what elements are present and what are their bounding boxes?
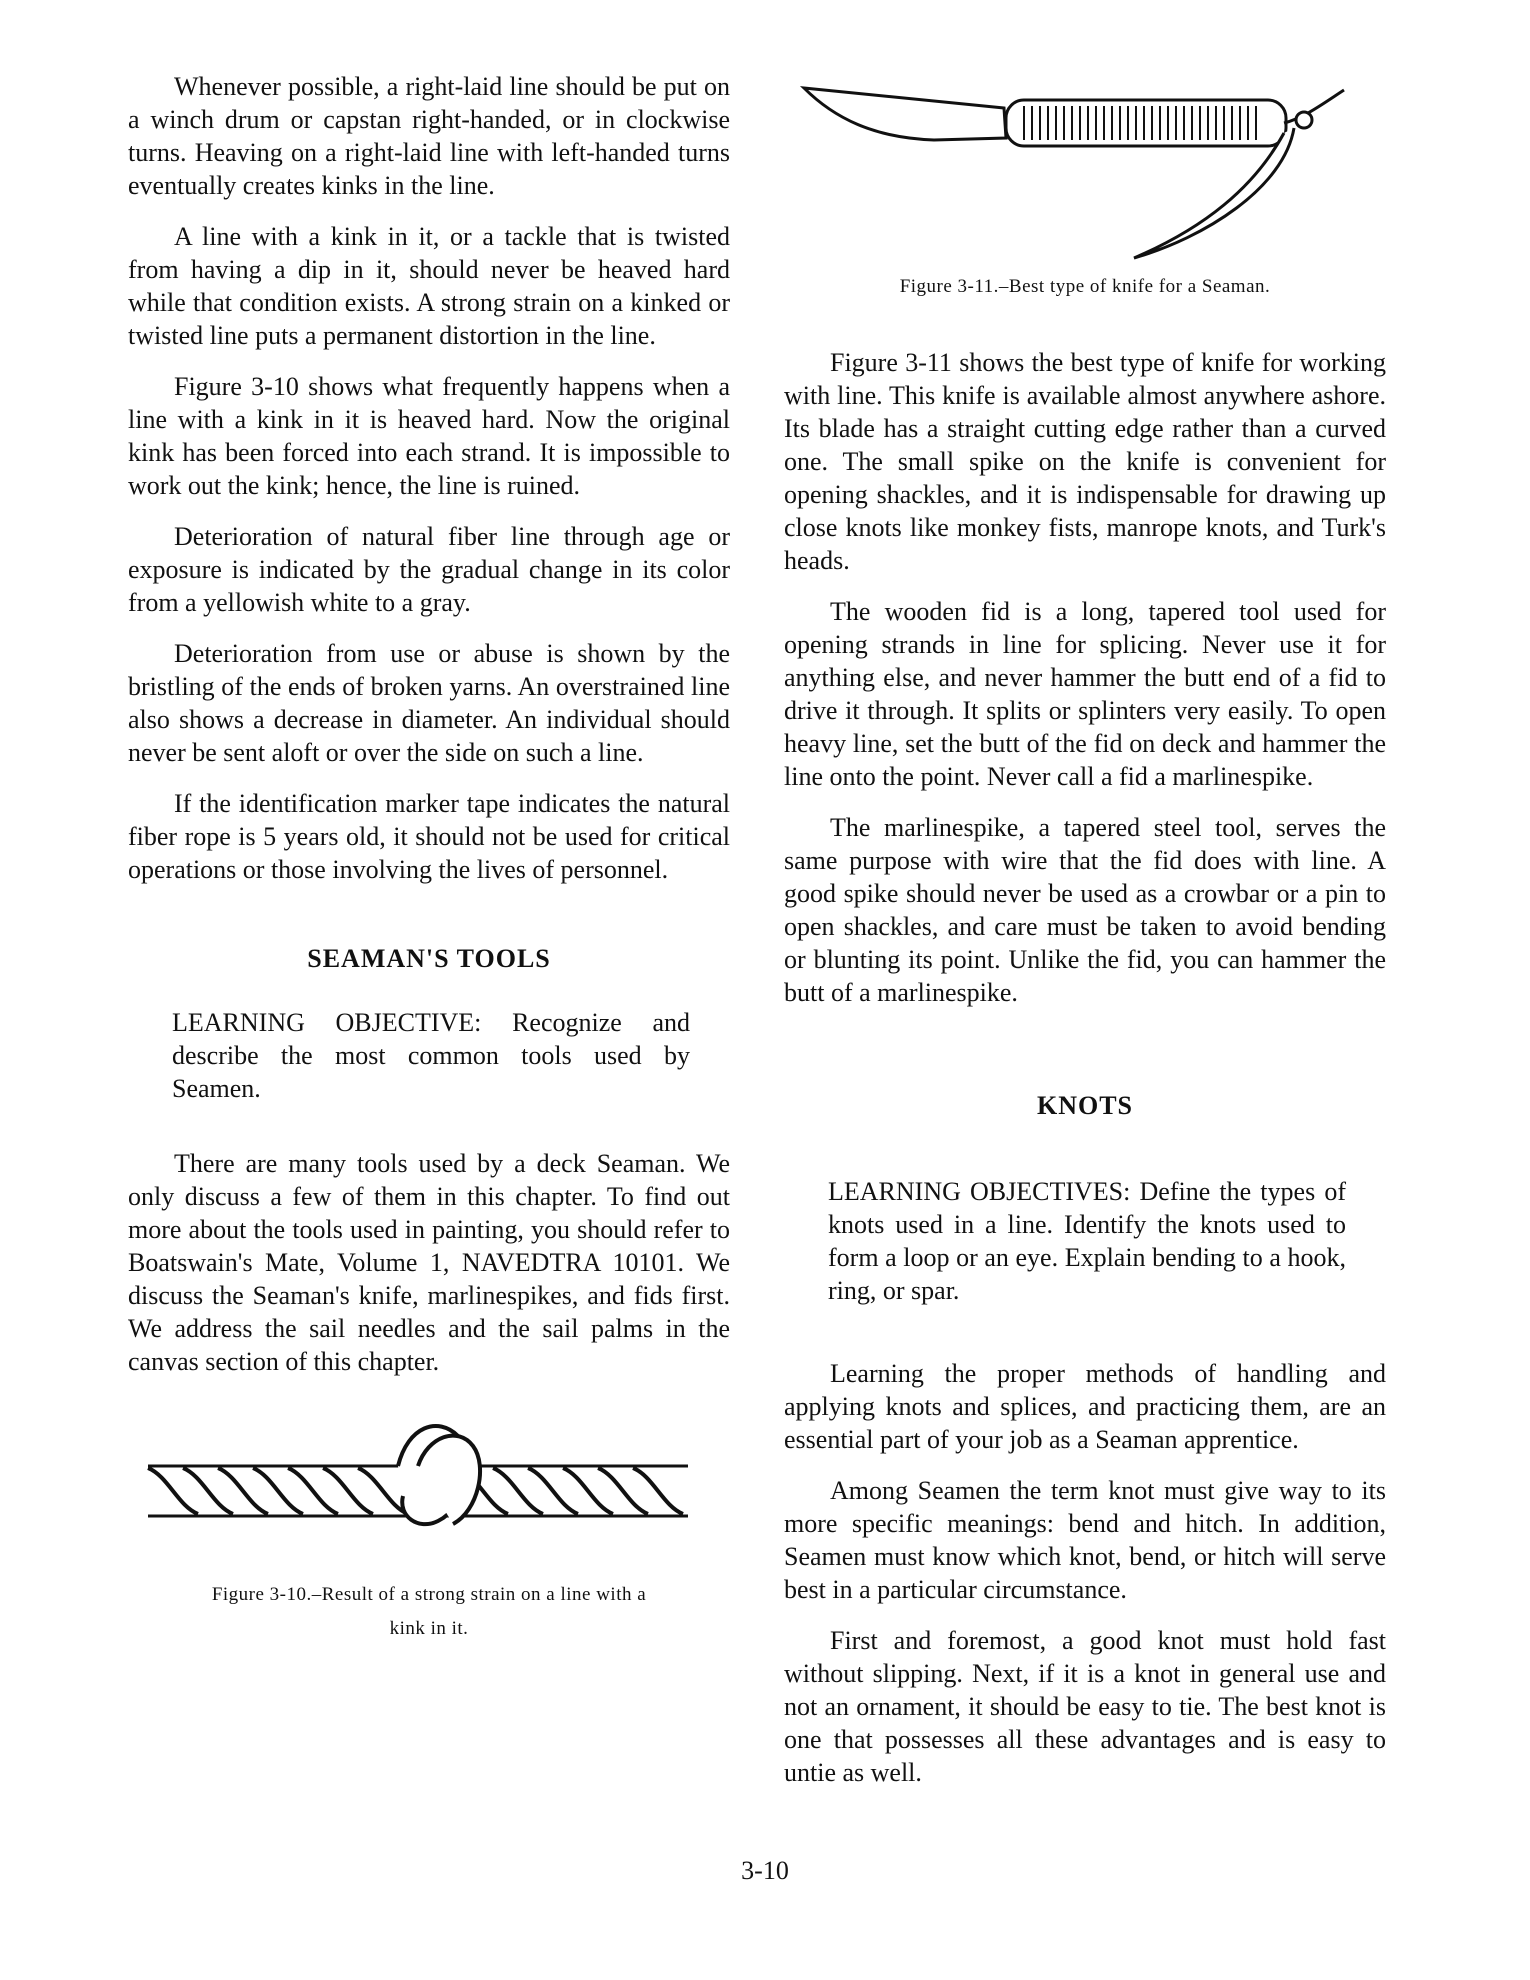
paragraph: Deterioration from use or abuse is shown by the bristling of the ends of broken yarns. An overstrained line also shows a decrease in diameter. An individual should never be sent aloft or over the side on such a line.: [128, 639, 730, 767]
seamans-knife-illustration: [784, 78, 1386, 268]
paragraph: The wooden fid is a long, tapered tool used for opening strands in line for splicing. Never use it for anything else, and never hammer the butt end of a fid to drive it through. It splits or splinters very easily. To open heavy line, set the butt of the fid on deck and hammer the line onto the point. Never call a fid a marlinespike.: [784, 597, 1386, 791]
figure-caption: Figure 3-10.–Result of a strong strain on a line with a: [211, 1584, 647, 1605]
paragraph: The marlinespike, a tapered steel tool, serves the same purpose with wire that the fid does with line. A good spike should never be used as a crowbar or a pin to open shackles, and care must be taken to avoid bending or blunting its point. Unlike the fid, you can hammer the butt of a marlinespike.: [784, 813, 1386, 1007]
paragraph: Learning the proper methods of handling and applying knots and splices, and practicing them, are an essential part of your job as a Seaman apprentice.: [784, 1359, 1386, 1454]
figure-3-11: [784, 78, 1386, 304]
paragraph: A line with a kink in it, or a tackle that is twisted from having a dip in it, should never be heaved hard while that condition exists. A strong strain on a kinked or twisted line puts a permanent distortion in the line.: [128, 222, 730, 350]
paragraph: If the identification marker tape indicates the natural fiber rope is 5 years old, it should not be used for critical operations or those involving the lives of personnel.: [128, 789, 730, 884]
paragraph: Figure 3-10 shows what frequently happens when a line with a kink in it is heaved hard. Now the original kink has been forced into each strand. It is impossible to work out the kink; hence, the line is ruined.: [128, 372, 730, 500]
section-heading-knots: KNOTS: [1036, 1091, 1134, 1120]
paragraph: Among Seamen the term knot must give way to its more specific meanings: bend and hitch. In addition, Seamen must know which knot, bend, or hitch will serve best in a particular circumstance.: [784, 1476, 1386, 1604]
figure-3-10: [128, 1406, 730, 1646]
kinked-rope-illustration: [128, 1406, 730, 1556]
paragraph: There are many tools used by a deck Seaman. We only discuss a few of them in this chapter. To find out more about the tools used in painting, you should refer to Boatswain's Mate, Volume 1, NAVEDTRA 10101. We discuss the Seaman's knife, marlinespikes, and fids first. We address the sail needles and the sail palms in the canvas section of this chapter.: [128, 1149, 730, 1376]
learning-objective: LEARNING OBJECTIVE: Recognize and describe the most common tools used by Seamen.: [172, 1008, 690, 1103]
page-number: 3-10: [741, 1856, 789, 1885]
section-heading-seamans-tools: SEAMAN'S TOOLS: [307, 944, 551, 973]
figure-caption: kink in it.: [389, 1618, 469, 1639]
paragraph: Figure 3-11 shows the best type of knife for working with line. This knife is available almost anywhere ashore. Its blade has a straight cutting edge rather than a curved one. The small spike on the knife is convenient for opening shackles, and it is indispensable for drawing up close knots like monkey fists, manrope knots, and Turk's heads.: [784, 348, 1386, 575]
figure-caption: Figure 3-11.–Best type of knife for a Seaman.: [899, 276, 1271, 297]
paragraph: Whenever possible, a right-laid line should be put on a winch drum or capstan right-handed, or in clockwise turns. Heaving on a right-laid line with left-handed turns eventually creates kinks in the line.: [128, 72, 730, 200]
right-column: [784, 0, 1386, 1807]
paragraph: Deterioration of natural fiber line through age or exposure is indicated by the gradual change in its color from a yellowish white to a gray.: [128, 522, 730, 617]
learning-objective: LEARNING OBJECTIVES: Define the types of knots used in a line. Identify the knots used to form a loop or an eye. Explain bending to a hook, ring, or spar.: [828, 1177, 1346, 1305]
paragraph: First and foremost, a good knot must hold fast without slipping. Next, if it is a knot in general use and not an ornament, it should be easy to tie. The best knot is one that possesses all these advantages and is easy to untie as well.: [784, 1626, 1386, 1787]
left-column: [128, 70, 730, 1646]
